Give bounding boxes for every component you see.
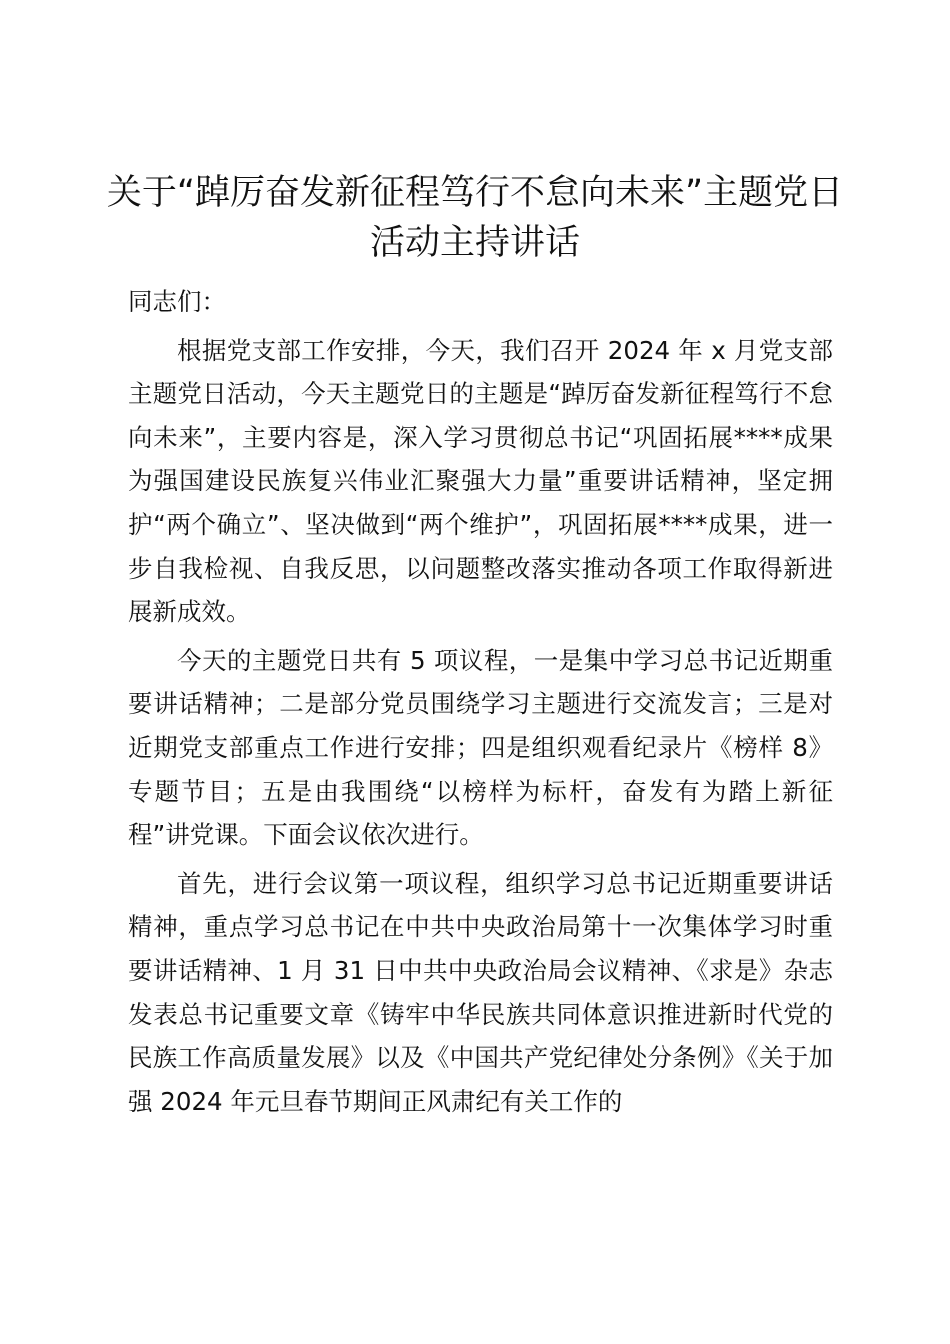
document-title: 关于“踔厉奋发新征程笃行不怠向未来”主题党日活动主持讲话: [106, 173, 844, 263]
salutation: 同志们：: [128, 287, 226, 316]
document-body: [128, 280, 833, 1123]
paragraph-3: 首先，进行会议第一项议程，组织学习总书记近期重要讲话精神，重点学习总书记在中共中央政治局第十一次集体学习时重要讲话精神、1 月 31 日中共中央政治局会议精神、《求是》杂志发表总书记重要文章《铸牢中华民族共同体意识推进新时代党的民族工作高质量发展》以及《中国共产党纪律处分条例》《关于加强 2024 年元旦春节期间正风肃纪有关工作的: [128, 868, 833, 1116]
paragraph-2: 今天的主题党日共有 5 项议程，一是集中学习总书记近期重要讲话精神；二是部分党员围绕学习主题进行交流发言；三是对近期党支部重点工作进行安排；四是组织观看纪录片《榜样 8》专题节目；五是由我围绕“以榜样为标杆，奋发有为踏上新征程”讲党课。下面会议依次进行。: [128, 645, 833, 850]
paragraph-1: 根据党支部工作安排，今天，我们召开 2024 年 x 月党支部主题党日活动，今天主题党日的主题是“踔厉奋发新征程笃行不怠向未来”，主要内容是，深入学习贯彻总书记“巩固拓展****成果为强国建设民族复兴伟业汇聚强大力量”重要讲话精神，坚定拥护“两个确立”、坚决做到“两个维护”，巩固拓展****成果，进一步自我检视、自我反思，以问题整改落实推动各项工作取得新进展新成效。: [128, 335, 833, 627]
